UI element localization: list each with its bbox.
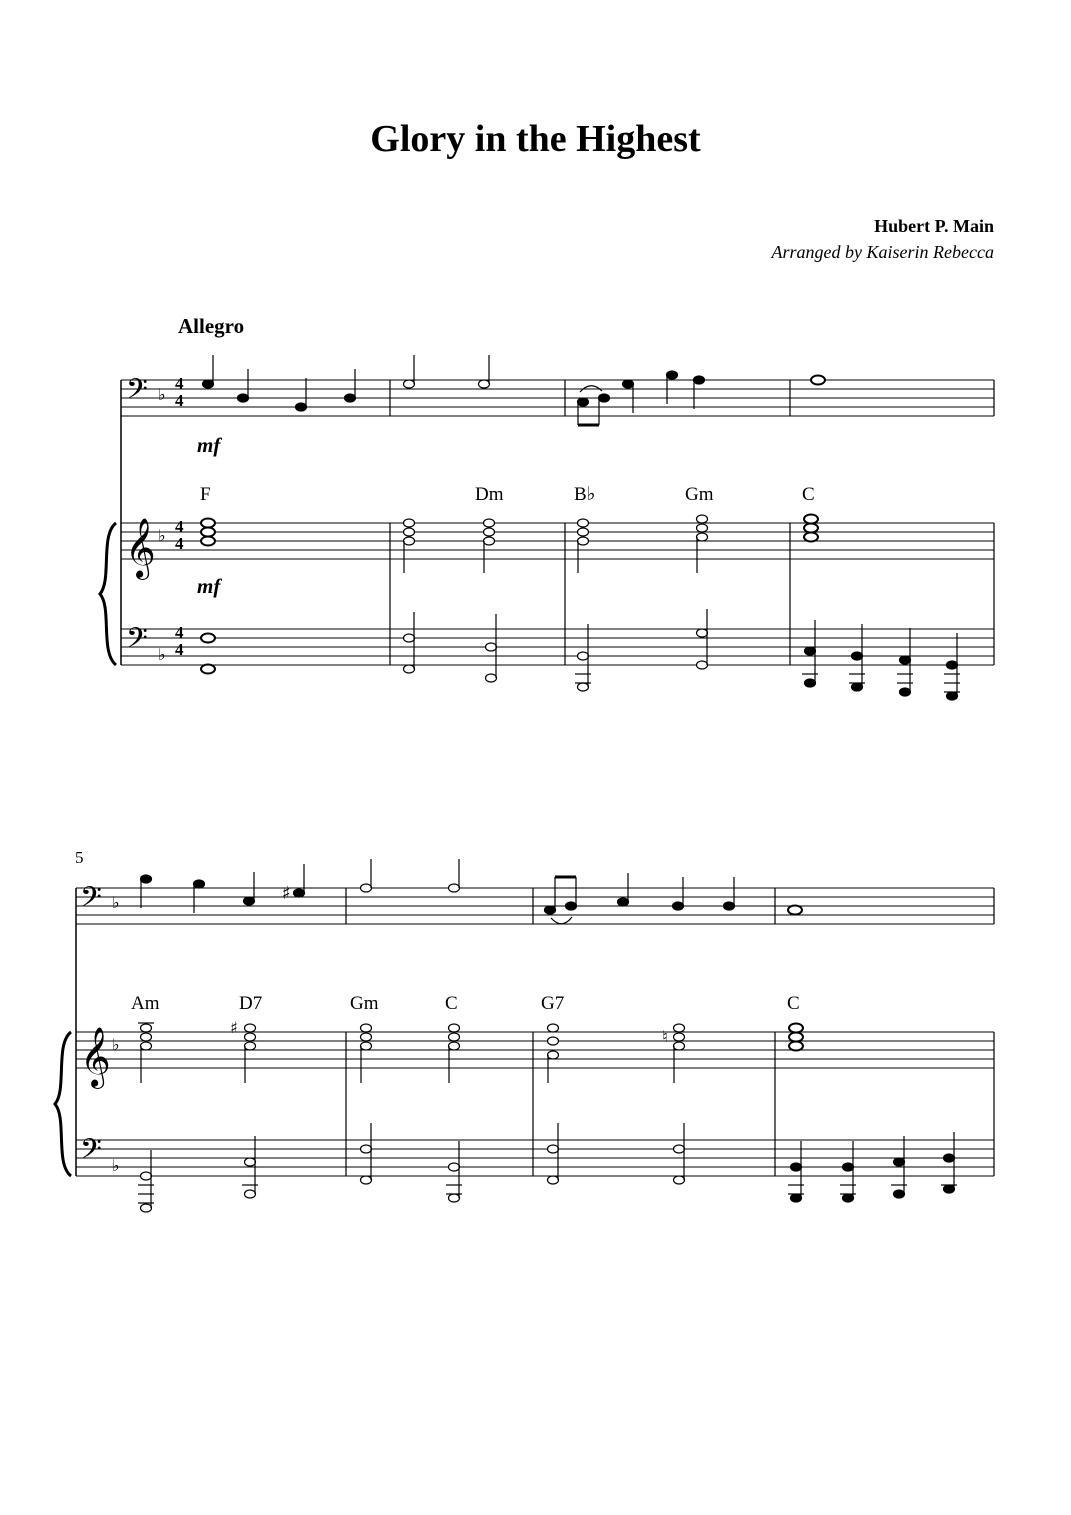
chord-symbol: Gm (350, 993, 379, 1014)
chord-symbol: D7 (239, 993, 263, 1014)
dynamics (197, 433, 222, 598)
time-signature: 4 (175, 517, 184, 536)
bass-clef-icon: 𝄢 (126, 373, 148, 413)
chord-symbol: C (787, 993, 800, 1014)
measure-number: 5 (75, 848, 84, 867)
natural-icon: ♮ (662, 1027, 668, 1046)
flat-icon: ♭ (112, 1035, 120, 1054)
piano-bass-staff-2 (76, 1140, 994, 1176)
chord-symbol: Gm (685, 484, 714, 505)
brace-icon (55, 1032, 71, 1176)
chord-symbol: Am (131, 993, 160, 1014)
chord-symbols-2 (131, 993, 800, 1014)
time-signature: 4 (175, 374, 184, 393)
dynamic-marking: mf (197, 574, 221, 598)
flat-icon: ♭ (112, 893, 120, 912)
svg-text:4: 4 (175, 391, 184, 410)
arranger-credit: Arranged by Kaiserin Rebecca (771, 242, 994, 262)
system-1 (100, 380, 994, 665)
tempo-marking: Allegro (178, 314, 245, 338)
chord-symbol: C (445, 993, 458, 1014)
composer-credit: Hubert P. Main (874, 216, 994, 236)
flat-icon: ♭ (158, 645, 166, 664)
chord-symbol: G7 (541, 993, 565, 1014)
sharp-icon: ♯ (282, 883, 291, 904)
bass-clef-icon: 𝄢 (126, 622, 148, 662)
solo-notes-2 (141, 859, 803, 924)
sharp-icon: ♯ (230, 1018, 238, 1037)
bass-clef-icon: 𝄢 (80, 881, 102, 921)
solo-notes-1 (203, 355, 826, 425)
chord-symbol: C (802, 484, 815, 505)
piano-treble-staff-2 (76, 1032, 994, 1068)
score-title: Glory in the Highest (370, 118, 701, 160)
solo-staff-2 (76, 888, 994, 924)
clefs-1 (125, 373, 184, 664)
svg-text:4: 4 (175, 534, 184, 553)
piano-bass-staff-1 (121, 629, 994, 665)
clefs-2 (80, 881, 120, 1175)
piano-notes-2 (138, 1018, 803, 1212)
piano-quarter-notes-1 (802, 620, 960, 700)
chord-symbol: Dm (475, 484, 504, 505)
notation-mark (175, 374, 184, 659)
time-signature: 4 (175, 623, 184, 642)
flat-icon: ♭ (158, 526, 166, 545)
flat-icon: ♭ (112, 1156, 120, 1175)
chord-symbol: F (200, 484, 211, 505)
dynamic-marking: mf (197, 433, 221, 457)
piano-treble-staff-1 (121, 523, 994, 559)
chord-symbol: B♭ (574, 484, 596, 505)
chord-symbols-1 (200, 484, 815, 505)
bass-clef-icon: 𝄢 (80, 1133, 102, 1173)
svg-text:4: 4 (175, 640, 184, 659)
system-2 (55, 888, 994, 1176)
treble-clef-icon: 𝄞 (80, 1027, 111, 1087)
flat-icon: ♭ (158, 385, 166, 404)
solo-staff-1 (121, 380, 994, 416)
brace-icon (100, 523, 116, 665)
treble-clef-icon: 𝄞 (125, 518, 156, 578)
